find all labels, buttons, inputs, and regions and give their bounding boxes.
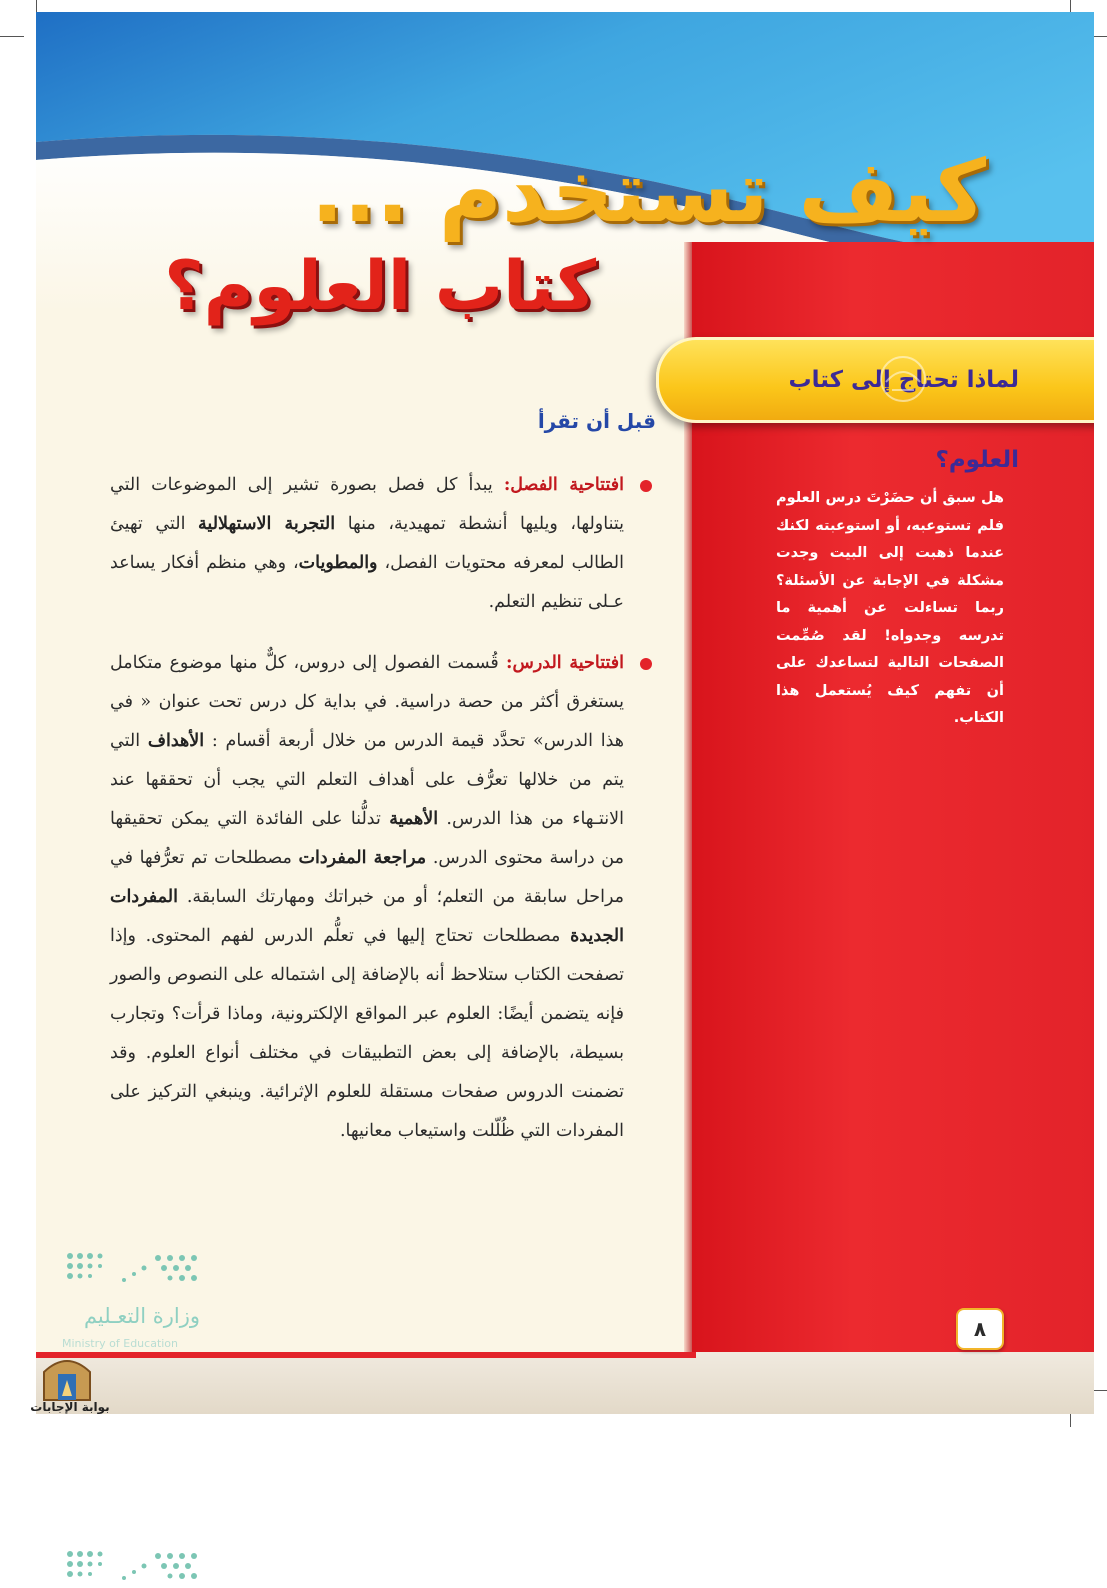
item-text: يبدأ كل فصل بصورة تشير إلى الموضوعات التي يتناولها، ويليها أنشطة تمهيدية، منها (110, 475, 625, 534)
ministry-name-ar: وزارة التعـليم (83, 1304, 200, 1328)
bullet-icon (640, 658, 652, 670)
book-page (36, 12, 1094, 1414)
item-text: ، وهي منظم أفكار يساعد عـلى تنظيم التعلم. (110, 553, 624, 612)
item-text: تدلُّنا على الفائدة التي يمكن تحقيقها من دراسة محتوى الدرس. (110, 809, 625, 868)
page-number: ٨ (956, 1308, 1004, 1350)
item-text: قُسمت الفصول إلى دروس، كلٌّ منها موضوع متكامل يستغرق أكثر من حصة دراسية. في بداية كل درس تحت عنوان « في هذا الدرس» تحدَّد قيمة الدرس من خلال أربعة أقسام : (110, 653, 624, 751)
bold-term: الأهداف (147, 731, 205, 751)
bottom-strip (36, 1352, 1094, 1414)
bold-term: الأهمية (389, 809, 439, 829)
bottom-red-line (36, 1352, 696, 1358)
ministry-name-en: Ministry of Education (62, 1337, 179, 1350)
title-line-2: كتاب العلوم؟ (164, 247, 596, 326)
bold-term: مراجعة المفردات (298, 848, 427, 868)
bold-term: المفردات الجديدة (110, 887, 624, 946)
item-text: مصطلحات تم تعرُّفها في مراحل سابقة من التعلم؛ أو من خبراتك ومهارتك السابقة. (110, 848, 624, 907)
why-heading-box (656, 337, 1094, 473)
lesson-opening-paragraph (110, 644, 624, 1151)
item-lead: افتتاحية الدرس: (506, 653, 624, 673)
site-label: بوابة الإجابات (30, 1400, 110, 1414)
title-line-1: كيف تستخدم ... (310, 142, 986, 242)
before-reading-heading: قبل أن تقرأ (537, 409, 656, 433)
item-text: التي يتم من خلالها تعرُّف على أهداف التعلم التي يجب أن تحققها عند الانتـهاء من هذا الدرس. (110, 731, 624, 829)
sidebar-intro-text: هل سبق أن حضَرْتَ درس العلوم فلم تستوعبه، أو استوعبته لكنك عندما ذهبت إلى البيت وجدت مشكلة في الإجابة عن الأسئلة؟ ربما تساءلت عن أهمية ما تدرسه وجدواه! لقد صُمِّمت الصفحات التالية لتساعدك على أن تفهم كيف يُستعمل هذا الكتاب. (776, 490, 1004, 726)
ministry-dots-icon (64, 1548, 200, 1588)
item-text: التي تهيئ الطالب لمعرفه محتويات الفصل، (110, 514, 624, 573)
bullet-icon (640, 480, 652, 492)
watermark-icon (874, 354, 932, 404)
why-heading: لماذا تحتاج إلى كتاب العلوم؟ (788, 367, 1019, 473)
crop-mark (0, 36, 24, 37)
ministry-dots-icon (64, 1250, 200, 1290)
bold-term: التجربة الاستهلالية (198, 514, 336, 534)
item-lead: افتتاحية الفصل: (503, 475, 624, 495)
chapter-opening-paragraph (110, 466, 624, 622)
site-stamp-icon (40, 1350, 94, 1402)
bold-term: والمطويات (298, 553, 378, 573)
item-text: مصطلحات تحتاج إليها في تعلُّم الدرس لفهم المحتوى. وإذا تصفحت الكتاب ستلاحظ أنه بالإضافة إلى اشتماله على النصوص والصور فإنه يتضمن أيضًا: العلوم عبر المواقع الإلكترونية، وماذا قرأت؟ وتجارب بسيطة، بالإضافة إلى بعض التطبيقات في مختلف أنواع العلوم. وقد تضمنت الدروس صفحات مستقلة للعلوم الإثرائية. وينبغي التركيز على المفردات التي ظُلّلت واستيعاب معانيها. (110, 926, 624, 1141)
